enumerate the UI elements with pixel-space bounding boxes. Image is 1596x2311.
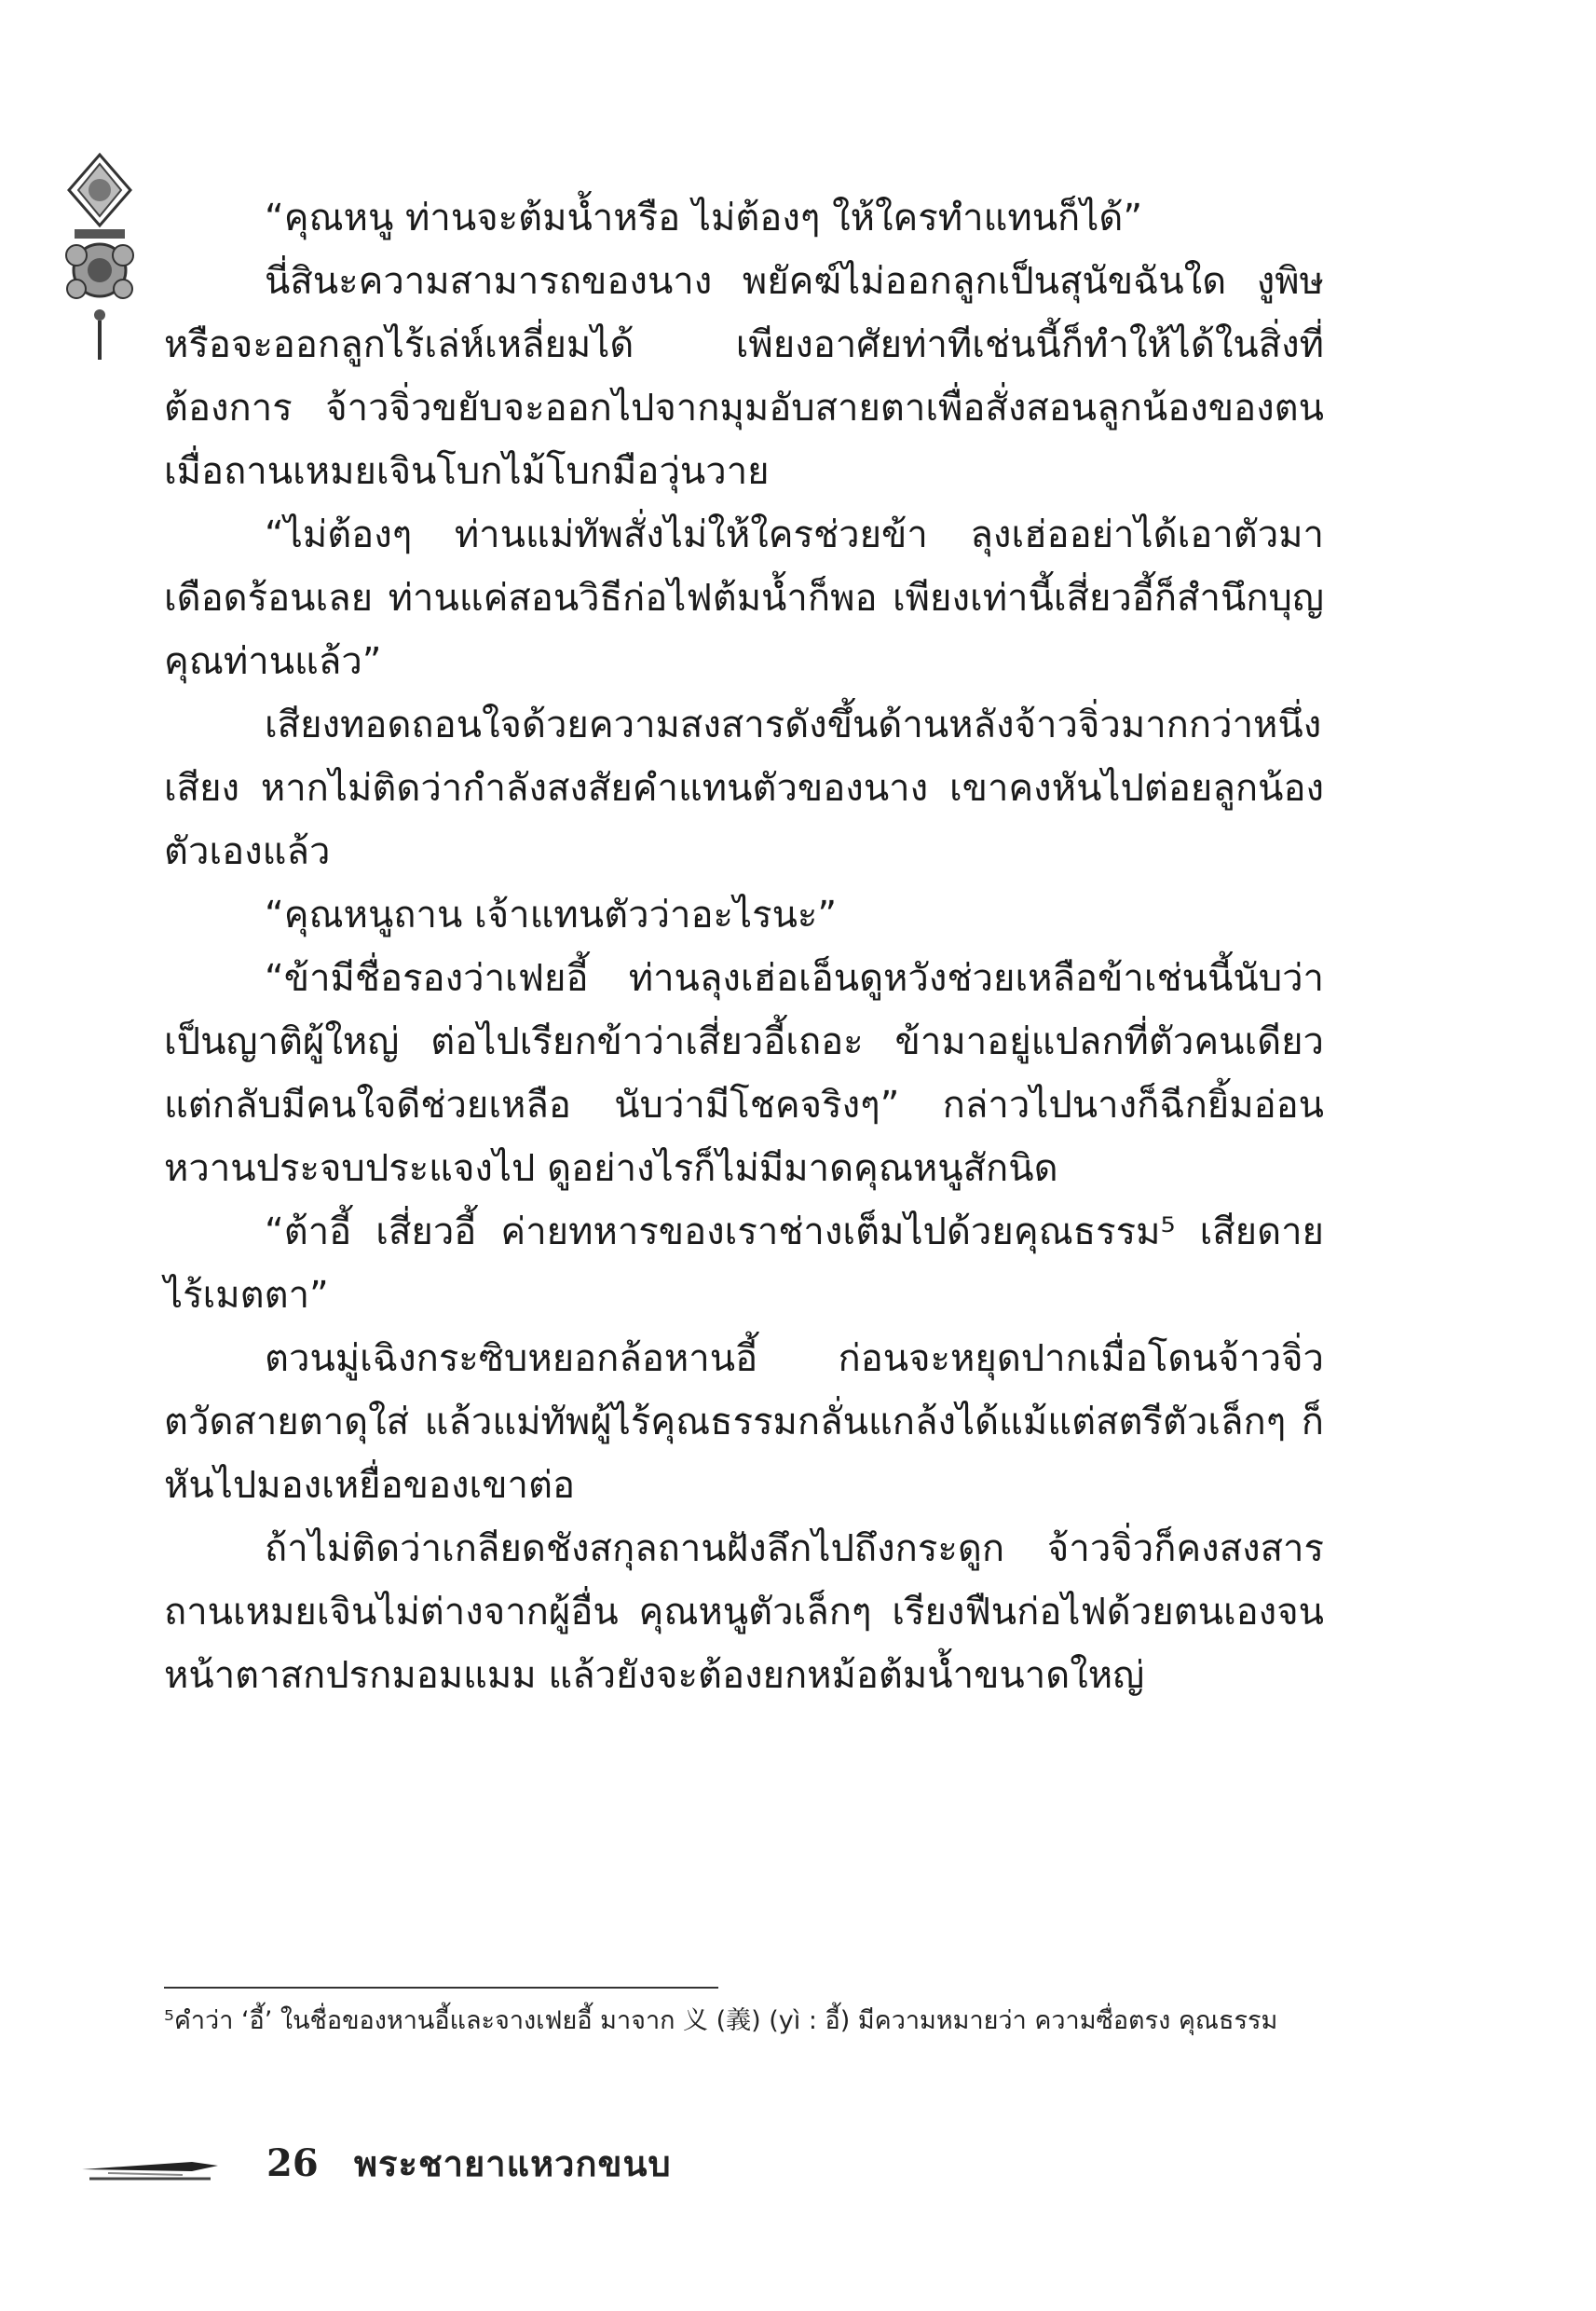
paragraph-8: ตวนมู่เฉิงกระซิบหยอกล้อหานอี้ ก่อนจะหยุดปากเมื่อโดนจ้าวจิ่วตวัดสายตาดุใส่ แล้วแม่ทัพผู้ไร้คุณธรรมกลั่นแกล้งได้แม้แต่สตรีตัวเล็กๆ ก็หันไปมองเหยื่อของเขาต่อ [164,1337,1324,1507]
paragraph-9: ถ้าไม่ติดว่าเกลียดชังสกุลถานฝังลึกไปถึงกระดูก จ้าวจิ่วก็คงสงสารถานเหมยเจินไม่ต่างจากผู้อื่น คุณหนูตัวเล็กๆ เรียงฟืนก่อไฟด้วยตนเองจนหน้าตาสกปรกมอมแมม แล้วยังจะต้องยกหม้อต้มน้ำขนาดใหญ่ [164,1527,1324,1697]
gear-cluster-icon [66,244,133,298]
paragraph-4: เสียงทอดถอนใจด้วยความสงสารดังขึ้นด้านหลังจ้าวจิ่วมากกว่าหนึ่งเสียง หากไม่ติดว่ากำลังสงสัยคำแทนตัวของนาง เขาคงหันไปต่อยลูกน้องตัวเองแล้ว [164,704,1324,873]
paragraph-2: นี่สินะความสามารถของนาง พยัคฆ์ไม่ออกลูกเป็นสุนัขฉันใด งูพิษหรือจะออกลูกไร้เล่ห์เหลี่ยมได้ เพียงอาศัยท่าทีเช่นนี้ก็ทำให้ได้ในสิ่งที่ต้องการ จ้าวจิ่วขยับจะออกไปจากมุมอับสายตาเพื่อสั่งสอนลูกน้องของตนเมื่อถานเหมยเจินโบกไม้โบกมือวุ่นวาย [164,260,1324,493]
page-footer [80,2136,732,2192]
body-text [164,186,1324,1707]
emblem-diamond-icon [69,155,130,226]
paragraph-1: “คุณหนู ท่านจะต้มน้ำหรือ ไม่ต้องๆ ให้ใครทำแทนก็ได้” [265,197,1143,239]
footnote-divider [164,1987,718,1989]
ornament-emblem [61,151,138,365]
paragraph-5: “คุณหนูถาน เจ้าแทนตัวว่าอะไรนะ” [265,894,838,937]
paragraph-6: “ข้ามีชื่อรองว่าเฟยอี้ ท่านลุงเฮ่อเอ็นดูหวังช่วยเหลือข้าเช่นนี้นับว่าเป็นญาติผู้ใหญ่ ต่อไปเรียกข้าว่าเสี่ยวอี้เถอะ ข้ามาอยู่แปลกที่ตัวคนเดียวแต่กลับมีคนใจดีช่วยเหลือ นับว่ามีโชคจริงๆ” กล่าวไปนางก็ฉีกยิ้มอ่อนหวานประจบประแจงไป ดูอย่างไรก็ไม่มีมาดคุณหนูสักนิด [164,957,1324,1190]
footnote: ⁵คำว่า ‘อี้’ ในชื่อของหานอี้และจางเฟยอี้ มาจาก 义 (義) (yì : อี้) มีความหมายว่า ความซื่อตรง คุณธรรม [164,2006,1278,2035]
brush-pen-icon [80,2141,220,2186]
book-title: พระชายาแหวกขนบ [354,2143,672,2184]
page-number: 26 [266,2141,319,2185]
paragraph-3: “ไม่ต้องๆ ท่านแม่ทัพสั่งไม่ให้ใครช่วยข้า ลุงเฮ่ออย่าได้เอาตัวมาเดือดร้อนเลย ท่านแค่สอนวิธีก่อไฟต้มน้ำก็พอ เพียงเท่านี้เสี่ยวอี้ก็สำนึกบุญคุณท่านแล้ว” [164,513,1324,683]
paragraph-7: “ต้าอี้ เสี่ยวอี้ ค่ายทหารของเราช่างเต็มไปด้วยคุณธรรม⁵ เสียดายไร้เมตตา” [164,1210,1324,1317]
